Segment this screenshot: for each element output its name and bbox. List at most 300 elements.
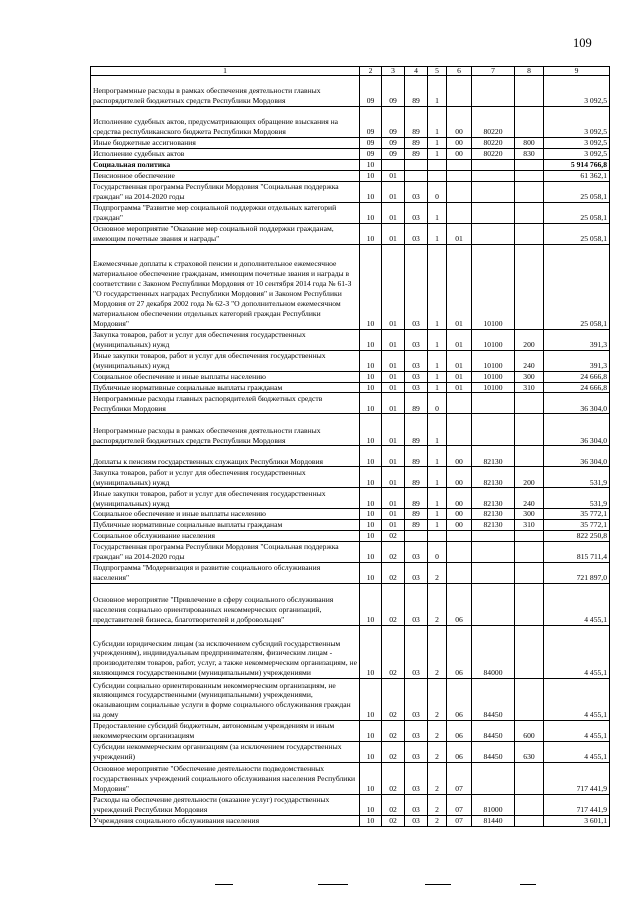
subprogram-code-cell: 1 [428,244,447,329]
subprogram-code-cell: 1 [428,488,447,509]
row-name-cell: Иные бюджетные ассигнования [91,138,360,149]
event-code-cell: 06 [447,626,472,679]
event-code-cell: 06 [447,679,472,721]
section-code-cell: 10 [360,159,382,170]
direction-code-cell: 82130 [472,488,515,509]
subsection-code-cell: 01 [382,329,405,350]
table-row [91,371,610,382]
amount-cell: 25 058,1 [544,244,610,329]
row-name-cell: Государственная программа Республики Мордовия "Социальная поддержка граждан" на 2014-2020 годы [91,181,360,202]
event-code-cell: 00 [447,520,472,531]
subprogram-code-cell: 0 [428,393,447,414]
expense-type-code-cell [515,563,544,584]
table-row [91,584,610,626]
row-name-cell: Социальная политика [91,159,360,170]
expense-type-code-cell [515,76,544,107]
program-code-cell: 03 [405,542,428,563]
program-code-cell: 89 [405,414,428,446]
header-cell: 6 [447,67,472,76]
direction-code-cell: 84450 [472,679,515,721]
expense-type-code-cell [515,244,544,329]
expense-type-code-cell: 830 [515,148,544,159]
subsection-code-cell: 01 [382,520,405,531]
subsection-code-cell [382,159,405,170]
subsection-code-cell: 02 [382,816,405,827]
header-cell: 2 [360,67,382,76]
expense-type-code-cell [515,202,544,223]
section-code-cell: 10 [360,721,382,742]
header-cell: 8 [515,67,544,76]
program-code-cell: 03 [405,584,428,626]
direction-code-cell [472,563,515,584]
header-cell: 9 [544,67,610,76]
program-code-cell [405,170,428,181]
expense-type-code-cell: 200 [515,467,544,488]
program-code-cell: 03 [405,382,428,393]
table-row [91,531,610,542]
row-name-cell: Пенсионное обеспечение [91,170,360,181]
amount-cell: 721 897,0 [544,563,610,584]
event-code-cell: 00 [447,107,472,138]
expense-type-code-cell [515,107,544,138]
expense-type-code-cell [515,679,544,721]
direction-code-cell: 10100 [472,244,515,329]
subprogram-code-cell: 2 [428,795,447,816]
section-code-cell: 10 [360,531,382,542]
header-cell: 1 [91,67,360,76]
amount-cell: 25 058,1 [544,202,610,223]
row-name-cell: Подпрограмма "Модернизация и развитие социального обслуживания населения" [91,563,360,584]
row-name-cell: Основное мероприятие "Привлечение в сферу социального обслуживания населения социально ориентированных некоммерческих организаций, представителей бизнеса, благотворителей и добровольцев" [91,584,360,626]
amount-cell: 391,3 [544,350,610,371]
subsection-code-cell: 01 [382,509,405,520]
event-code-cell [447,181,472,202]
direction-code-cell [472,159,515,170]
event-code-cell: 06 [447,742,472,763]
expense-type-code-cell: 310 [515,520,544,531]
amount-cell: 24 666,8 [544,371,610,382]
program-code-cell: 89 [405,107,428,138]
row-name-cell: Ежемесячные доплаты к страховой пенсии и дополнительное ежемесячное материальное обеспечение гражданам, имеющим почетные звания и награды в соответствии с Законом Республики Мордовия от 10 сентября 2014 года № 61-З "О государственных наградах Республики Мордовия" и Законом Республики Мордовия от 27 декабря 2002 года № 62-З "О дополнительном ежемесячном материальном обеспечении отдельных категорий граждан Республики Мордовия" [91,244,360,329]
subsection-code-cell: 02 [382,542,405,563]
footer-rule [425,884,451,885]
subsection-code-cell: 01 [382,350,405,371]
row-name-cell: Подпрограмма "Развитие мер социальной поддержки отдельных категорий граждан" [91,202,360,223]
section-code-cell: 10 [360,393,382,414]
subprogram-code-cell [428,170,447,181]
event-code-cell: 01 [447,371,472,382]
subprogram-code-cell: 1 [428,467,447,488]
event-code-cell: 00 [447,488,472,509]
section-code-cell: 09 [360,76,382,107]
row-name-cell: Публичные нормативные социальные выплаты гражданам [91,520,360,531]
section-code-cell: 10 [360,350,382,371]
direction-code-cell: 82130 [472,520,515,531]
section-code-cell: 10 [360,382,382,393]
event-code-cell [447,159,472,170]
row-name-cell: Социальное обслуживание населения [91,531,360,542]
program-code-cell: 03 [405,181,428,202]
table-row [91,107,610,138]
program-code-cell: 03 [405,329,428,350]
subprogram-code-cell: 1 [428,202,447,223]
subprogram-code-cell: 0 [428,542,447,563]
subprogram-code-cell [428,531,447,542]
program-code-cell: 03 [405,223,428,244]
row-name-cell: Иные закупки товаров, работ и услуг для обеспечения государственных (муниципальных) нужд [91,350,360,371]
subsection-code-cell: 02 [382,742,405,763]
subsection-code-cell: 01 [382,202,405,223]
expense-type-code-cell [515,626,544,679]
header-cell: 5 [428,67,447,76]
event-code-cell: 06 [447,584,472,626]
amount-cell: 815 711,4 [544,542,610,563]
direction-code-cell: 10100 [472,382,515,393]
direction-code-cell [472,202,515,223]
program-code-cell: 89 [405,488,428,509]
subsection-code-cell: 01 [382,170,405,181]
footer-rule [215,884,233,885]
section-code-cell: 10 [360,626,382,679]
direction-code-cell [472,393,515,414]
subprogram-code-cell: 1 [428,138,447,149]
amount-cell: 3 092,5 [544,76,610,107]
section-code-cell: 10 [360,763,382,795]
expense-type-code-cell: 600 [515,721,544,742]
amount-cell: 35 772,1 [544,520,610,531]
program-code-cell: 03 [405,742,428,763]
table-row [91,202,610,223]
event-code-cell: 00 [447,446,472,467]
event-code-cell [447,531,472,542]
section-code-cell: 10 [360,371,382,382]
section-code-cell: 10 [360,679,382,721]
program-code-cell: 89 [405,520,428,531]
subprogram-code-cell: 1 [428,446,447,467]
section-code-cell: 10 [360,520,382,531]
event-code-cell [447,170,472,181]
row-name-cell: Исполнение судебных актов [91,148,360,159]
row-name-cell: Субсидии некоммерческим организациям (за исключением государственных учреждений) [91,742,360,763]
row-name-cell: Социальное обеспечение и иные выплаты населению [91,509,360,520]
expense-type-code-cell [515,446,544,467]
event-code-cell [447,542,472,563]
amount-cell: 4 455,1 [544,626,610,679]
direction-code-cell: 10100 [472,329,515,350]
table-row [91,76,610,107]
table-row [91,626,610,679]
subprogram-code-cell: 2 [428,763,447,795]
program-code-cell: 03 [405,795,428,816]
table-row [91,244,610,329]
expense-type-code-cell [515,531,544,542]
table-row [91,148,610,159]
subsection-code-cell: 01 [382,488,405,509]
direction-code-cell: 80220 [472,148,515,159]
event-code-cell: 07 [447,795,472,816]
subprogram-code-cell: 2 [428,721,447,742]
subprogram-code-cell [428,159,447,170]
subsection-code-cell: 02 [382,626,405,679]
amount-cell: 4 455,1 [544,721,610,742]
expense-type-code-cell [515,542,544,563]
section-code-cell: 10 [360,446,382,467]
section-code-cell: 10 [360,816,382,827]
event-code-cell: 00 [447,148,472,159]
subprogram-code-cell: 2 [428,679,447,721]
direction-code-cell: 82130 [472,467,515,488]
direction-code-cell [472,763,515,795]
page-number: 109 [573,36,592,50]
subprogram-code-cell: 1 [428,414,447,446]
program-code-cell: 03 [405,679,428,721]
event-code-cell: 00 [447,138,472,149]
row-name-cell: Исполнение судебных актов, предусматривающих обращение взыскания на средства республиканского бюджета Республики Мордовия [91,107,360,138]
header-cell: 4 [405,67,428,76]
direction-code-cell [472,76,515,107]
row-name-cell: Непрограммные расходы в рамках обеспечения деятельности главных распорядителей бюджетных средств Республики Мордовия [91,414,360,446]
subsection-code-cell: 09 [382,148,405,159]
table-row [91,509,610,520]
expense-type-code-cell [515,414,544,446]
subsection-code-cell: 02 [382,721,405,742]
row-name-cell: Предоставление субсидий бюджетным, автономным учреждениям и иным некоммерческим организациям [91,721,360,742]
direction-code-cell: 82130 [472,446,515,467]
program-code-cell: 03 [405,371,428,382]
subprogram-code-cell: 2 [428,626,447,679]
expense-type-code-cell: 240 [515,350,544,371]
subprogram-code-cell: 1 [428,371,447,382]
expense-type-code-cell [515,763,544,795]
subsection-code-cell: 01 [382,371,405,382]
event-code-cell: 01 [447,350,472,371]
table-row [91,763,610,795]
amount-cell: 24 666,8 [544,382,610,393]
program-code-cell: 89 [405,446,428,467]
subsection-code-cell: 02 [382,679,405,721]
program-code-cell: 89 [405,393,428,414]
program-code-cell: 03 [405,202,428,223]
subsection-code-cell: 09 [382,107,405,138]
section-code-cell: 10 [360,202,382,223]
subprogram-code-cell: 1 [428,382,447,393]
table-row [91,159,610,170]
section-code-cell: 10 [360,414,382,446]
event-code-cell: 07 [447,763,472,795]
amount-cell: 531,9 [544,467,610,488]
expense-type-code-cell: 630 [515,742,544,763]
subsection-code-cell: 02 [382,763,405,795]
subprogram-code-cell: 2 [428,563,447,584]
subprogram-code-cell: 0 [428,181,447,202]
section-code-cell: 10 [360,542,382,563]
subprogram-code-cell: 1 [428,223,447,244]
table-row [91,742,610,763]
section-code-cell: 10 [360,181,382,202]
direction-code-cell: 84450 [472,742,515,763]
row-name-cell: Субсидии юридическим лицам (за исключением субсидий государственным учреждениям), индивидуальным предпринимателям, физическим лицам - производителям товаров, работ, услуг, а также некоммерческим организациям, не являющимся государственными (муниципальными) учреждениями [91,626,360,679]
program-code-cell [405,531,428,542]
expense-type-code-cell: 300 [515,509,544,520]
header-cell: 3 [382,67,405,76]
amount-cell: 3 092,5 [544,148,610,159]
row-name-cell: Учреждения социального обслуживания населения [91,816,360,827]
expense-type-code-cell [515,393,544,414]
table-row [91,181,610,202]
table-row [91,414,610,446]
program-code-cell: 03 [405,626,428,679]
table-row [91,520,610,531]
subsection-code-cell: 01 [382,467,405,488]
event-code-cell: 01 [447,329,472,350]
expense-type-code-cell [515,584,544,626]
table-row [91,329,610,350]
program-code-cell: 89 [405,148,428,159]
event-code-cell: 07 [447,816,472,827]
section-code-cell: 10 [360,329,382,350]
section-code-cell: 10 [360,584,382,626]
direction-code-cell: 82130 [472,509,515,520]
direction-code-cell: 81000 [472,795,515,816]
row-name-cell: Социальное обеспечение и иные выплаты населению [91,371,360,382]
section-code-cell: 09 [360,107,382,138]
direction-code-cell [472,542,515,563]
event-code-cell [447,76,472,107]
section-code-cell: 10 [360,488,382,509]
event-code-cell [447,563,472,584]
amount-cell: 25 058,1 [544,223,610,244]
subsection-code-cell: 01 [382,181,405,202]
subsection-code-cell: 01 [382,414,405,446]
table-row [91,382,610,393]
table-row [91,679,610,721]
row-name-cell: Непрограммные расходы в рамках обеспечения деятельности главных распорядителей бюджетных средств Республики Мордовия [91,76,360,107]
amount-cell: 36 304,0 [544,393,610,414]
subsection-code-cell: 01 [382,382,405,393]
row-name-cell: Основное мероприятие "Оказание мер социальной поддержки гражданам, имеющим почетные звания и награды" [91,223,360,244]
section-code-cell: 10 [360,223,382,244]
amount-cell: 3 601,1 [544,816,610,827]
section-code-cell: 10 [360,563,382,584]
amount-cell: 4 455,1 [544,584,610,626]
event-code-cell: 01 [447,223,472,244]
amount-cell: 36 304,0 [544,414,610,446]
table-row [91,170,610,181]
row-name-cell: Непрограммные расходы главных распорядителей бюджетных средств Республики Мордовия [91,393,360,414]
program-code-cell: 89 [405,76,428,107]
section-code-cell: 10 [360,170,382,181]
section-code-cell: 09 [360,138,382,149]
direction-code-cell: 84000 [472,626,515,679]
amount-cell: 36 304,0 [544,446,610,467]
direction-code-cell: 80220 [472,107,515,138]
expense-type-code-cell [515,181,544,202]
expense-type-code-cell [515,170,544,181]
section-code-cell: 10 [360,509,382,520]
event-code-cell [447,414,472,446]
direction-code-cell: 84450 [472,721,515,742]
table-row [91,721,610,742]
row-name-cell: Закупка товаров, работ и услуг для обеспечения государственных (муниципальных) нужд [91,329,360,350]
direction-code-cell [472,531,515,542]
footer-rule [318,884,348,885]
subsection-code-cell: 09 [382,138,405,149]
subprogram-code-cell: 2 [428,584,447,626]
direction-code-cell: 10100 [472,350,515,371]
section-code-cell: 10 [360,244,382,329]
subsection-code-cell: 01 [382,446,405,467]
subsection-code-cell: 01 [382,393,405,414]
event-code-cell: 00 [447,467,472,488]
subsection-code-cell: 02 [382,584,405,626]
table-row [91,446,610,467]
direction-code-cell: 10100 [472,371,515,382]
section-code-cell: 10 [360,467,382,488]
subprogram-code-cell: 1 [428,509,447,520]
expense-type-code-cell: 300 [515,371,544,382]
amount-cell: 717 441,9 [544,795,610,816]
event-code-cell: 06 [447,721,472,742]
amount-cell: 35 772,1 [544,509,610,520]
amount-cell: 4 455,1 [544,679,610,721]
table-row [91,542,610,563]
table-row [91,138,610,149]
amount-cell: 391,3 [544,329,610,350]
event-code-cell: 00 [447,509,472,520]
direction-code-cell [472,223,515,244]
table-row [91,467,610,488]
section-code-cell: 10 [360,742,382,763]
subsection-code-cell: 02 [382,795,405,816]
amount-cell: 5 914 766,8 [544,159,610,170]
amount-cell: 822 250,8 [544,531,610,542]
amount-cell: 25 058,1 [544,181,610,202]
event-code-cell: 01 [447,244,472,329]
header-cell: 7 [472,67,515,76]
amount-cell: 717 441,9 [544,763,610,795]
subsection-code-cell: 01 [382,244,405,329]
direction-code-cell [472,181,515,202]
expense-type-code-cell: 240 [515,488,544,509]
subprogram-code-cell: 1 [428,76,447,107]
amount-cell: 4 455,1 [544,742,610,763]
section-code-cell: 09 [360,148,382,159]
row-name-cell: Основное мероприятие "Обеспечение деятельности подведомственных государственных учреждений социального обслуживания населения Республики Мордовия" [91,763,360,795]
table-row [91,488,610,509]
expense-type-code-cell [515,795,544,816]
subprogram-code-cell: 1 [428,520,447,531]
program-code-cell: 03 [405,350,428,371]
footer-rule [520,884,536,885]
program-code-cell: 89 [405,509,428,520]
subsection-code-cell: 01 [382,223,405,244]
subprogram-code-cell: 1 [428,350,447,371]
table-row [91,223,610,244]
program-code-cell: 03 [405,244,428,329]
program-code-cell: 03 [405,816,428,827]
subprogram-code-cell: 2 [428,816,447,827]
amount-cell: 531,9 [544,488,610,509]
subsection-code-cell: 09 [382,76,405,107]
amount-cell: 3 092,5 [544,107,610,138]
table-row [91,350,610,371]
subprogram-code-cell: 1 [428,329,447,350]
program-code-cell: 03 [405,563,428,584]
subsection-code-cell: 02 [382,531,405,542]
subprogram-code-cell: 1 [428,148,447,159]
expense-type-code-cell [515,223,544,244]
direction-code-cell [472,170,515,181]
